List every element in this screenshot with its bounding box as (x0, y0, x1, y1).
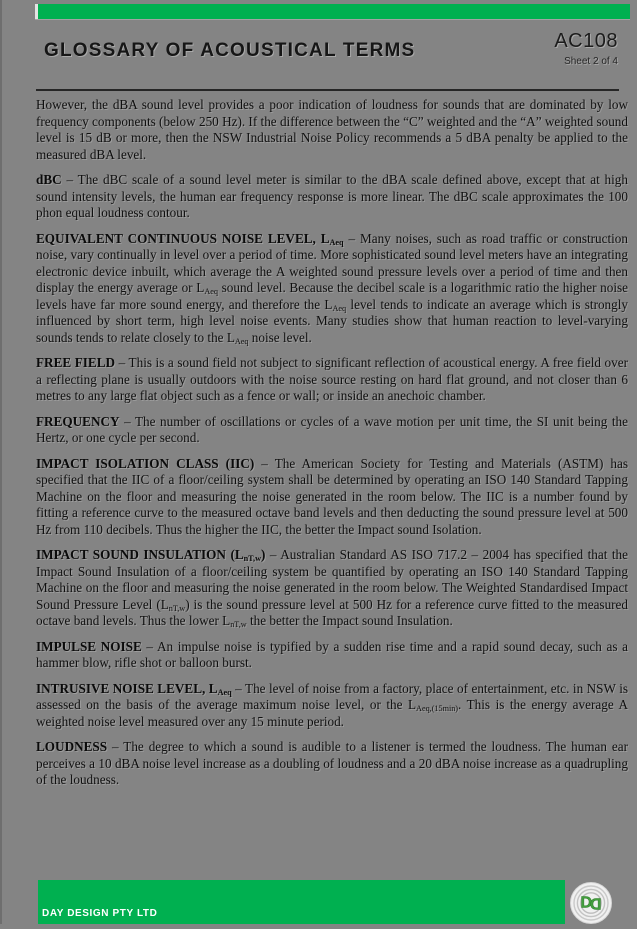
header-green-bar (35, 4, 630, 19)
glossary-term: IMPULSE NOISE (36, 638, 142, 654)
glossary-entry: FREE FIELD – This is a sound field not subject to significant reflection of acoustical energy. A free field over a reflecting plane is usually outdoors with the noise source resting on hard flat ground, and not closer than 6 metres to any large flat object such as a fence or wall; or inside an anechoic chamber. (36, 355, 628, 403)
glossary-term: FREQUENCY (36, 413, 120, 429)
glossary-entry: IMPULSE NOISE – An impulse noise is typified by a sudden rise time and a rapid sound decay, such as a hammer blow, rifle shot or balloon burst. (36, 638, 628, 670)
glossary-entry: EQUIVALENT CONTINUOUS NOISE LEVEL, $L_{Aeq}$ – Many noises, such as road traffic or construction noise, vary continually in level over a period of time. More sophisticated sound level meters have an integrating electronic device inbuilt, which average the A weighted sound pressure levels over a period of time and then display the energy average or $L_{Aeq}$ sound level. Because the decibel scale is a logarithmic ratio the higher noise levels have far more sound energy, and therefore the $L_{Aeq}$ level tends to indicate an average which is strongly influenced by short term, high level noise events. Many studies show that human reaction to level-varying sounds tends to relate closely to the $L_{Aeq}$ noise level. (36, 230, 628, 346)
sheet-number: Sheet 2 of 4 (564, 56, 618, 67)
glossary-entry: dBC – The dBC scale of a sound level meter is similar to the dBA scale defined above, except that at high sound intensity levels, the human ear frequency response is more linear. The dBC scale approximates the 100 phon equal loudness contour. (36, 172, 628, 220)
company-name: DAY DESIGN PTY LTD (42, 908, 158, 919)
glossary-term: dBC (36, 172, 62, 187)
glossary-term: INTRUSIVE NOISE LEVEL, $L_{Aeq}$ (36, 680, 232, 697)
day-design-logo-icon (570, 882, 612, 924)
glossary-term: IMPACT ISOLATION CLASS (IIC) (36, 455, 255, 471)
doc-code: AC108 (554, 30, 618, 52)
glossary-entry: However, the dBA sound level provides a poor indication of loudness for sounds that are dominated by low frequency components (below 250 Hz). If the difference between the “C” weighted and the “A” weighted sound level is 15 dB or more, then the NSW Industrial Noise Policy recommends a 5 dBA penalty be applied to the measured dBA level. (36, 97, 628, 162)
glossary-entry: IMPACT ISOLATION CLASS (IIC) – The American Society for Testing and Materials (ASTM) has specified that the IIC of a floor/ceiling system shall be determined by operating an ISO 140 Standard Tapping Machine on the floor and measuring the noise generated in the room below. The IIC is a number found by fitting a reference curve to the measured octave band levels and then deducting the sound pressure level at 500 Hz from 110 decibels. Thus the higher the IIC, the better the Impact sound Isolation. (36, 455, 628, 537)
glossary-entry: LOUDNESS – The degree to which a sound is audible to a listener is termed the loudness. The human ear perceives a 10 dBA noise level increase as a doubling of loudness and a 20 dBA noise increase as a quadrupling of the loudness. (36, 739, 628, 787)
page-title: GLOSSARY OF ACOUSTICAL TERMS (44, 40, 416, 61)
glossary-term: FREE FIELD (36, 355, 116, 370)
glossary-term: EQUIVALENT CONTINUOUS NOISE LEVEL, $L_{Aeq}$ (36, 230, 344, 247)
glossary-entry: FREQUENCY – The number of oscillations or cycles of a wave motion per unit time, the SI unit being the Hertz, or one cycle per second. (36, 413, 628, 445)
svg-text:D: D (589, 894, 602, 912)
glossary-content (36, 97, 628, 798)
doc-identifier (554, 30, 618, 67)
glossary-entry: IMPACT SOUND INSULATION $(L_{nT,w})$ – Australian Standard AS ISO 717.2 – 2004 has specified that the Impact Sound Insulation of a floor/ceiling system be quantified by operating an ISO 140 Standard Tapping Machine on the floor and measuring the noise generated in the room below. The Weighted Standardised Impact Sound Pressure Level $(L_{nT,w})$ is the sound pressure level at 500 Hz for a reference curve fitted to the measured octave band levels. Thus the lower $L_{nT,w}$ the better the Impact sound Insulation. (36, 547, 629, 630)
scan-edge (0, 0, 2, 924)
header-divider (36, 89, 619, 91)
glossary-term: IMPACT SOUND INSULATION $(L_{nT,w})$ (36, 547, 266, 564)
glossary-term: LOUDNESS (36, 739, 108, 754)
svg-text:D: D (580, 894, 593, 912)
footer-green-bar (38, 880, 565, 924)
glossary-entry: INTRUSIVE NOISE LEVEL, $L_{Aeq}$ – The level of noise from a factory, place of entertainment, etc. in NSW is assessed on the basis of the average maximum noise level, or the $L_{Aeq,(15min)}$. This is the energy average A weighted noise level measured over any 15 minute period. (36, 680, 629, 729)
